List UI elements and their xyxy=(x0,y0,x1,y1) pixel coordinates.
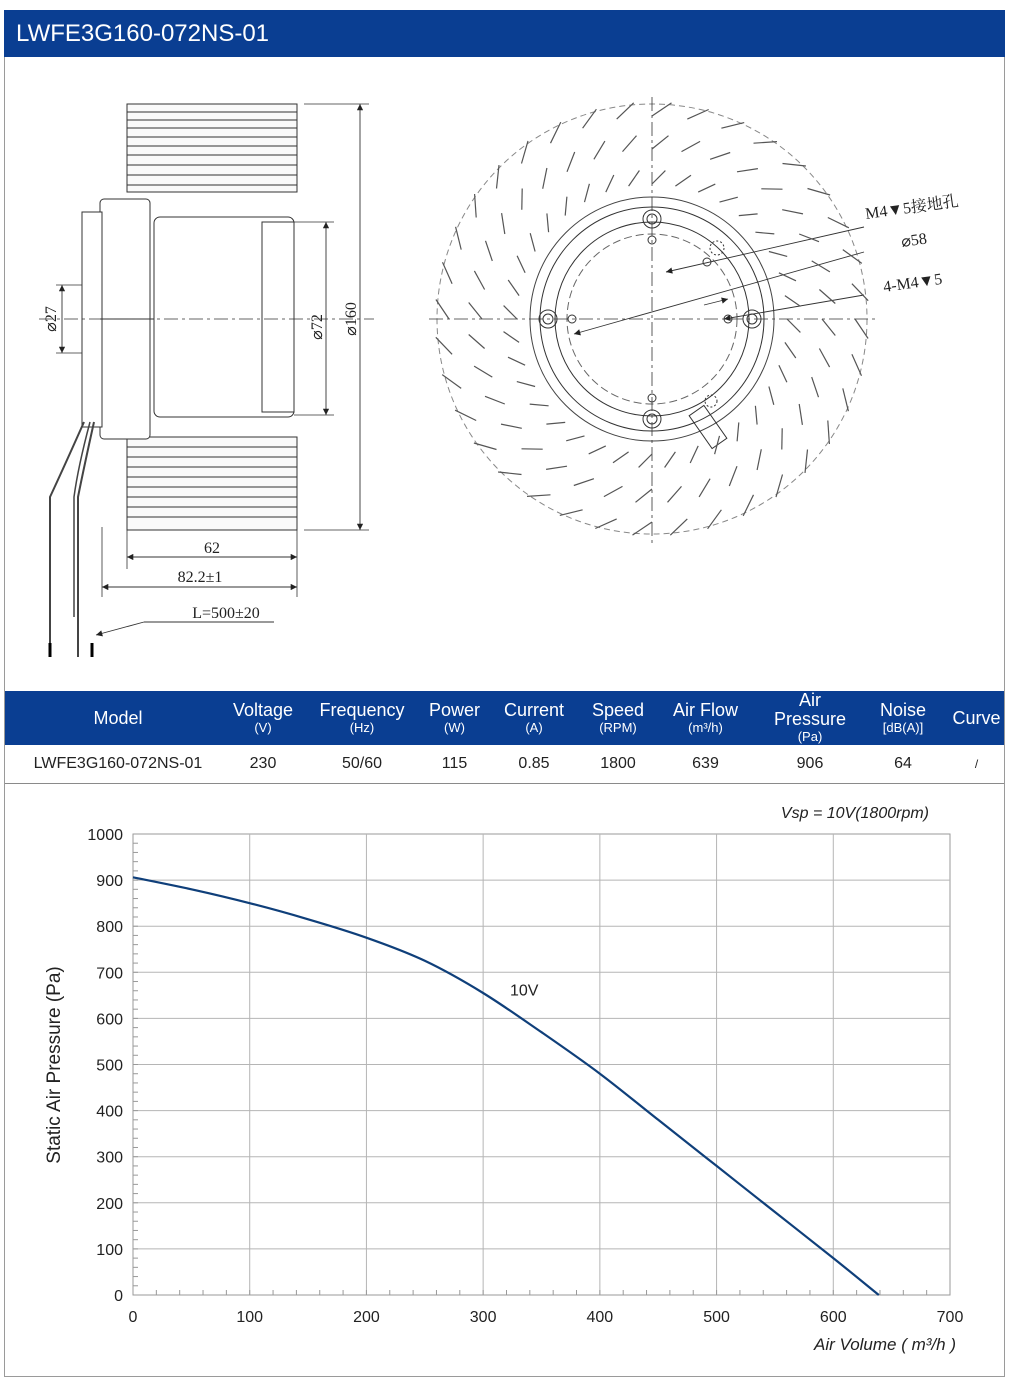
blade-mark xyxy=(787,319,800,332)
blade-mark xyxy=(530,233,535,251)
blade-mark xyxy=(729,466,737,486)
cell-air-pressure: 906 xyxy=(796,754,824,772)
technical-drawing xyxy=(4,57,1005,690)
table-row xyxy=(5,745,1004,783)
y-tick-label: 300 xyxy=(96,1149,123,1167)
blade-mark xyxy=(812,377,819,397)
dim-d27-label: ⌀27 xyxy=(43,306,60,332)
x-axis-label: Air Volume ( m³/h ) xyxy=(813,1335,956,1354)
blade-mark xyxy=(754,142,778,144)
dim-d160-label: ⌀160 xyxy=(343,302,360,336)
d58-label: ⌀58 xyxy=(900,230,928,251)
blade-mark xyxy=(721,123,744,129)
blade-mark xyxy=(522,141,529,164)
blade-mark xyxy=(504,332,520,343)
blade-mark xyxy=(708,510,722,529)
blade-mark xyxy=(843,388,849,411)
blade-mark xyxy=(585,184,590,202)
series-label: 10V xyxy=(509,982,539,1000)
y-tick-label: 1000 xyxy=(87,827,123,844)
col-speed: Speed (RPM) xyxy=(591,699,645,735)
col-curve: Curve xyxy=(952,707,1001,728)
blade-mark xyxy=(551,122,561,143)
cell-voltage: 230 xyxy=(249,754,277,772)
blade-mark xyxy=(652,136,669,149)
blade-mark xyxy=(715,436,720,454)
y-tick-label: 200 xyxy=(96,1195,123,1213)
y-tick-label: 600 xyxy=(96,1011,123,1029)
blade-mark xyxy=(574,479,594,486)
blade-mark xyxy=(808,189,831,196)
blade-mark xyxy=(517,382,535,387)
ground-hole-label: M4▼5接地孔 xyxy=(864,193,960,223)
blade-mark xyxy=(629,171,640,187)
x-tick-label: 200 xyxy=(353,1309,380,1326)
blade-mark xyxy=(739,214,758,216)
x-tick-label: 0 xyxy=(128,1309,138,1326)
blade-mark xyxy=(710,153,730,160)
cell-current: 0.85 xyxy=(518,754,550,772)
x-tick-label: 500 xyxy=(703,1309,730,1326)
header-bar xyxy=(4,10,1005,57)
blade-mark xyxy=(699,479,710,497)
blade-mark xyxy=(485,396,505,404)
blade-mark xyxy=(698,184,715,192)
blade-mark xyxy=(782,210,803,214)
cell-frequency: 50/60 xyxy=(341,754,383,772)
y-tick-label: 700 xyxy=(96,965,123,983)
blade-mark xyxy=(743,495,753,516)
blade-mark xyxy=(776,475,783,498)
blade-mark xyxy=(546,466,567,469)
blade-mark xyxy=(486,241,493,261)
spec-table xyxy=(5,691,1004,784)
x-tick-label: 400 xyxy=(586,1309,614,1326)
col-current: Current (A) xyxy=(503,699,565,735)
blade-mark xyxy=(652,171,665,184)
blade-mark xyxy=(527,495,551,497)
spec-table-header xyxy=(5,691,1004,745)
x-tick-label: 300 xyxy=(469,1309,497,1326)
blade-mark xyxy=(687,110,708,120)
blade-mark xyxy=(436,300,449,320)
blade-mark xyxy=(604,486,623,496)
front-view xyxy=(429,97,879,545)
performance-chart xyxy=(4,780,1005,1377)
blade-mark xyxy=(779,365,787,382)
blade-mark xyxy=(755,232,774,234)
x-tick-label: 100 xyxy=(236,1309,264,1326)
dim-62-label: 62 xyxy=(204,540,220,557)
y-tick-label: 400 xyxy=(96,1103,123,1121)
blade-mark xyxy=(665,452,676,468)
blade-mark xyxy=(606,175,614,192)
product-title: LWFE3G160-072NS-01 xyxy=(16,20,270,47)
col-model: Model xyxy=(93,707,143,728)
x-tick-label: 700 xyxy=(936,1309,964,1326)
blade-mark xyxy=(567,152,575,172)
blade-mark xyxy=(442,375,461,389)
blade-mark xyxy=(855,319,868,339)
blade-mark xyxy=(589,446,606,454)
blade-mark xyxy=(456,227,462,250)
blade-mark xyxy=(455,410,476,420)
blade-mark xyxy=(566,436,584,441)
blade-mark xyxy=(799,404,802,425)
y-tick-label: 500 xyxy=(96,1057,123,1075)
blade-mark xyxy=(636,489,653,502)
col-power: Power (W) xyxy=(429,699,481,735)
y-tick-label: 100 xyxy=(96,1241,123,1259)
blade-mark xyxy=(508,357,525,365)
col-air-pressure: Air Pressure (Pa) xyxy=(773,690,847,744)
blade-mark xyxy=(502,213,505,234)
blade-mark xyxy=(822,319,835,336)
dim-82-label: 82.2±1 xyxy=(177,569,223,586)
blade-mark xyxy=(613,452,629,463)
dim-cable-label: L=500±20 xyxy=(192,605,260,622)
blade-mark xyxy=(595,519,616,529)
blade-mark xyxy=(501,424,522,428)
y-axis-label: Static Air Pressure (Pa) xyxy=(44,966,65,1164)
blade-mark xyxy=(547,213,549,232)
blade-mark xyxy=(436,337,452,354)
blade-mark xyxy=(594,141,605,159)
blade-mark xyxy=(543,168,547,189)
blade-mark xyxy=(737,422,739,441)
blade-mark xyxy=(828,421,830,445)
blade-mark xyxy=(785,342,796,358)
dim-d72-label: ⌀72 xyxy=(309,314,326,340)
cell-model: LWFE3G160-072NS-01 xyxy=(33,754,203,772)
blade-mark xyxy=(675,175,691,186)
col-noise: Noise [dB(A)] xyxy=(879,699,927,735)
col-air-flow: Air Flow (m³/h) xyxy=(672,699,738,735)
chart-title: Vsp = 10V(1800rpm) xyxy=(780,805,929,822)
blade-mark xyxy=(639,454,652,467)
blade-mark xyxy=(530,404,549,406)
blade-mark xyxy=(805,450,808,473)
cell-air-flow: 639 xyxy=(692,754,719,772)
blade-mark xyxy=(546,422,565,424)
blade-mark xyxy=(652,103,672,116)
blade-mark xyxy=(668,486,682,502)
blade-mark xyxy=(560,510,583,516)
y-tick-label: 800 xyxy=(96,919,123,937)
blade-mark xyxy=(623,136,637,152)
blade-mark xyxy=(852,354,862,375)
blade-mark xyxy=(757,449,761,470)
blade-mark xyxy=(583,109,597,128)
blade-mark xyxy=(469,335,485,349)
blade-mark xyxy=(828,218,849,228)
blade-mark xyxy=(843,250,862,264)
mount-holes-label: 4-M4▼5 xyxy=(882,270,944,296)
y-tick-label: 0 xyxy=(114,1288,123,1305)
blade-mark xyxy=(783,164,806,167)
y-tick-label: 900 xyxy=(96,873,123,891)
blade-mark xyxy=(504,306,517,319)
blade-mark xyxy=(769,252,787,257)
cell-noise: 64 xyxy=(894,754,912,772)
blade-mark xyxy=(819,349,829,368)
blade-mark xyxy=(469,303,482,320)
blade-mark xyxy=(720,197,738,202)
cell-curve: / xyxy=(974,756,979,771)
blade-mark xyxy=(565,197,567,216)
col-frequency: Frequency (Hz) xyxy=(319,699,405,735)
blade-mark xyxy=(508,280,519,296)
cell-speed: 1800 xyxy=(600,754,636,772)
col-voltage: Voltage (V) xyxy=(232,699,294,735)
blade-mark xyxy=(682,141,701,151)
blade-mark xyxy=(443,262,453,283)
blade-mark xyxy=(474,366,492,377)
blade-mark xyxy=(633,522,653,535)
blade-mark xyxy=(475,194,477,218)
blade-mark xyxy=(474,271,484,290)
blade-mark xyxy=(755,406,757,425)
blade-mark xyxy=(474,443,497,450)
blade-mark xyxy=(785,296,801,307)
blade-mark xyxy=(737,169,758,172)
blade-mark xyxy=(769,387,774,405)
cell-power: 115 xyxy=(441,754,468,772)
blade-mark xyxy=(690,446,698,463)
x-tick-label: 600 xyxy=(819,1309,847,1326)
blade-mark xyxy=(517,256,525,273)
